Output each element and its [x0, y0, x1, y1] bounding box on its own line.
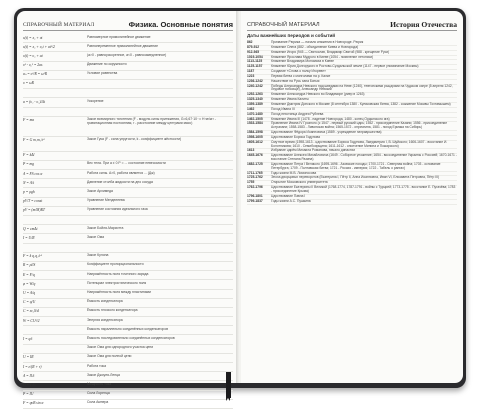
- history-date: 1125-1157: [247, 64, 263, 69]
- formula-description: Закон Бойля-Мариотта: [87, 225, 124, 230]
- history-event: Княжение Дмитрия Донского в Москве (8 сентября 1380 - Куликовская битва, 1382 - сожжение Москвы Тохтамышем): [271, 101, 451, 106]
- left-page-header: [23, 16, 233, 31]
- history-event: Царствование Екатерины II Великой (1768-1774, 1787-1791 - войны с Турцией; 1773-1775 - восстание Е. Пугачёва; 1783 - присоединение Крыма): [271, 185, 456, 193]
- history-event: Избрание царём Михаила Романова, начало династии: [271, 148, 356, 153]
- physics-row: [23, 225, 233, 234]
- history-event: Царствование Павла I: [271, 193, 306, 198]
- formula-description: Закон всемирного тяготения (F - модуль силы притяжения, G=6,67·10⁻¹¹ Н·м²/кг² - гравитационная постоянная, r - расстояние между центрами масс): [87, 117, 216, 126]
- formula: [23, 108, 87, 110]
- history-date: 1605-1612: [247, 139, 263, 144]
- formula: R = ρl/S: [23, 263, 36, 268]
- history-date: 1645-1676: [247, 153, 263, 158]
- right-page-header: [247, 16, 457, 31]
- physics-row: [23, 345, 233, 354]
- physics-row: [23, 244, 233, 253]
- history-event: Первая битва с монголами на р. Калке: [271, 73, 331, 78]
- left-page: [17, 11, 239, 406]
- history-date: 1252-1263: [247, 92, 263, 97]
- formula: [23, 345, 87, 347]
- formula-description: Потенциал электростатического поля: [87, 280, 147, 285]
- formula-description: Закон Гука (F - сила упругости, k - коэффициент жёсткости): [87, 137, 182, 142]
- formula-description: [87, 89, 233, 91]
- right-page: [241, 11, 463, 383]
- formula-description: Ускорение: [87, 98, 104, 103]
- formula-description: Сила Ампера: [87, 400, 109, 405]
- formula-description: Уравнение Менделеева: [87, 198, 125, 203]
- right-header-title: История Отечества: [390, 20, 457, 29]
- physics-row: [23, 271, 233, 280]
- physics-row: [23, 98, 233, 107]
- history-event: Призвание Рюрика — начало княжения в Новгороде. Рюрик: [271, 40, 364, 44]
- physics-row: [23, 52, 233, 61]
- history-date: 1240-1242: [247, 83, 263, 88]
- history-date: 1799-1837: [247, 198, 263, 203]
- formula: I = q/t: [23, 336, 33, 341]
- left-header-label: СПРАВОЧНЫЙ МАТЕРИАЛ: [23, 22, 95, 28]
- physics-row: [23, 216, 233, 225]
- history-date: 1470-1480: [247, 111, 263, 116]
- history-date: 1325-1340: [247, 97, 263, 102]
- formula-description: Ёмкость плоского конденсатора: [87, 308, 138, 313]
- formula: F = ma: [23, 118, 35, 123]
- formula-description: Напряжённость поля точечного заряда: [87, 271, 149, 276]
- formula-description: Закон Джоуля-Ленца: [87, 372, 120, 377]
- formula: C = εε₀S/d: [23, 309, 39, 314]
- history-date: 1613: [247, 148, 255, 153]
- physics-row: [23, 80, 233, 89]
- formula: x(t) = x₀ + υ₀t + at²/2: [23, 44, 55, 49]
- history-event: Княжение Ивана III (1478 - падение Новгорода, 1480 - конец Ордынского ига): [271, 116, 390, 121]
- history-event: Нашествие на Русь хана Батыя: [271, 78, 320, 83]
- physics-row: [23, 326, 233, 335]
- formula-description: Закон Ома: [87, 234, 105, 239]
- history-event: Княжение Игоря (945 — Святослав, Владимир Святой (988 - крещение Руси): [271, 49, 390, 54]
- physics-row: [23, 170, 233, 179]
- formula-description: [87, 244, 233, 246]
- physics-row: [23, 262, 233, 271]
- physics-row: [23, 137, 233, 152]
- physics-table: [23, 34, 233, 409]
- history-event: Победы Александра Невского над шведами на Неве (1240), тевтонскими рыцарями на Чудском озере (5 апреля 1242, Ледовое побоище), Александр Невский: [271, 83, 453, 92]
- formula-description: [87, 108, 233, 110]
- physics-row: [23, 400, 233, 409]
- physics-row: [23, 253, 233, 262]
- history-subtitle: Даты важнейших периодов и событий: [247, 33, 336, 38]
- history-date: 1762-1796: [247, 185, 263, 190]
- physics-row: [23, 34, 233, 43]
- formula: Q = I²Rt: [23, 382, 36, 387]
- formula: I = ε/(R + r): [23, 364, 42, 369]
- history-date: 1755: [247, 180, 255, 185]
- history-event: Годы жизни А.С. Пушкина: [271, 198, 311, 203]
- formula-description: [87, 152, 233, 154]
- formula: F = kΔl: [23, 153, 35, 158]
- notebook: [14, 8, 466, 406]
- physics-row: [23, 381, 233, 390]
- history-date: 1533-1584: [247, 121, 263, 126]
- history-date: 1711-1765: [247, 170, 263, 175]
- history-date: 1187: [247, 69, 255, 74]
- history-event: Поход пехотинца Андрея Рублева: [271, 111, 324, 116]
- history-event: Царствование Алексея Михайловича (1649 - Соборное уложение; 1654 - воссоединение Украины с Россией; 1670-1671 - восстание Степана Разина): [271, 153, 457, 162]
- formula-description: Движение по окружности: [87, 62, 127, 67]
- formula: [23, 216, 87, 218]
- history-event: Правление Ивана IV Грозного (с 1547 - первый русский царь; 1552 - присоединение Казани; 1556 - присоединение Астрахани; 1558-1583 - Ливонская война; 1565-1572 - опричнина, 1581 - поход Ермака на Сибирь): [271, 121, 448, 130]
- formula: P = mg: [23, 162, 35, 167]
- physics-row: [23, 179, 233, 188]
- formula-description: Напряжённость поля между пластинами: [87, 290, 151, 294]
- physics-row: [23, 354, 233, 363]
- formula: C = q/U: [23, 300, 36, 305]
- history-event: Эпоха дворцовых переворотов (Екатерина I, Пётр II, Анна Иоанновна, Иван VI, Елизавета Петровна, Пётр III): [271, 175, 440, 180]
- formula-description: Равномерное прямолинейное движение: [87, 34, 151, 39]
- physics-row: [23, 89, 233, 98]
- physics-row: [23, 152, 233, 161]
- formula-description: Закон Кулона: [87, 253, 109, 258]
- formula: υ² - υ₀² = 2as: [23, 63, 43, 68]
- formula-description: (a>0 - равноускоренное, a<0 - равнозамедленное): [87, 52, 167, 57]
- formula-description: Условие равенства: [87, 71, 118, 76]
- physics-row: [23, 391, 233, 400]
- left-header-title: Физика. Основные понятия: [128, 20, 233, 29]
- formula: A = FS cos α: [23, 171, 43, 176]
- history-event: Царствование Петра I Великого (1695-1696 - Азовские походы; 1700-1721 - Северная война; 1703 - основание Петербурга; 1709 - Полтавская битва; 1721 - Россия - империя; 1722 - Табель о рангах): [271, 161, 441, 170]
- formula-description: Работа тока: [87, 363, 106, 368]
- physics-row: [23, 71, 233, 80]
- formula: a = (υ₂ - υ₁)/Δt: [23, 99, 45, 104]
- formula-description: Уравнение состояния идеального газа: [87, 207, 148, 212]
- history-date: 879-912: [247, 44, 260, 49]
- physics-row: [23, 161, 233, 170]
- history-row: [247, 200, 457, 205]
- formula: pV/T = const: [23, 199, 43, 204]
- formula: Q = cmΔt: [23, 226, 38, 231]
- physics-row: [23, 207, 233, 216]
- history-event: Годы жизни М.В. Ломоносова: [271, 170, 317, 175]
- history-date: 862: [247, 40, 253, 44]
- history-event: Смутное время (1598-1613 - царствование Бориса Годунова, Лжедмитрия I, В. Шуйского; 1606-1607 - восстание И. Болотникова; 1610 - Семибоярщина; 1611-1612 - ополчение Минина и Пожарского): [271, 139, 448, 148]
- right-header-label: СПРАВОЧНЫЙ МАТЕРИАЛ: [247, 22, 320, 28]
- history-date: 1462-1505: [247, 116, 263, 121]
- formula: N = A/t: [23, 180, 35, 185]
- formula: υ(t) = υ₀ + at: [23, 53, 43, 58]
- history-date: 1796-1801: [247, 193, 263, 198]
- physics-row: [23, 308, 233, 317]
- formula-description: Энергия конденсатора: [87, 317, 123, 322]
- formula: A = IUt: [23, 373, 35, 378]
- physics-row: [23, 299, 233, 308]
- formula-description: Равнопеременное прямолинейное движение: [87, 43, 159, 48]
- history-date: 912-945: [247, 49, 260, 54]
- formula-description: Ёмкость конденсатора: [87, 299, 123, 304]
- formula: P = IU: [23, 392, 34, 397]
- physics-row: [23, 317, 233, 326]
- formula-description: Давление столба жидкости на дно сосуда: [87, 179, 153, 184]
- formula-description: Закон Архимеда: [87, 188, 113, 193]
- history-date: 1236-1242: [247, 78, 263, 83]
- history-event: Княжение Ярослава Мудрого в Киеве (1054 - появление летописи): [271, 54, 374, 59]
- formula: U = A/q: [23, 291, 36, 295]
- physics-row: [23, 188, 233, 197]
- formula: p = ρgh: [23, 189, 35, 194]
- formula: [23, 89, 87, 91]
- formula-description: Ёмкость последовательно соединённых конденсаторов: [87, 335, 175, 340]
- formula: F = G m₁m₂/r²: [23, 138, 45, 143]
- formula: [23, 244, 87, 246]
- physics-row: [23, 335, 233, 344]
- formula-description: [87, 216, 233, 218]
- history-event: Поход Ивана III: [271, 106, 295, 111]
- history-event: Княжение Александра Невского во Владимире (умер в 1263): [271, 92, 365, 97]
- history-event: Царствование Фёдора Иоанновича (1589 - учреждение патриаршества): [271, 130, 382, 135]
- formula: φ = W/q: [23, 281, 36, 286]
- history-date: 1584-1598: [247, 130, 263, 135]
- formula: υ = ωR: [23, 81, 34, 86]
- formula: x(t) = x₀ + υt: [23, 35, 43, 40]
- formula: [23, 326, 87, 328]
- physics-row: [23, 62, 233, 71]
- formula-description: [87, 80, 233, 82]
- physics-row: [23, 108, 233, 117]
- history-date: 1359-1389: [247, 101, 263, 106]
- formula: aₙ = υ²/R = ω²R: [23, 72, 48, 77]
- history-event: Княжение Олега (882 - объединение Киева и Новгорода): [271, 44, 359, 49]
- physics-row: [23, 290, 233, 299]
- formula: W = CU²/2: [23, 318, 40, 323]
- formula-description: Работа силы. A>0, работа является ... (Дж): [87, 170, 155, 175]
- formula: U = IR: [23, 355, 34, 360]
- formula-description: Сила Лоренца: [87, 391, 110, 396]
- physics-row: [23, 372, 233, 381]
- history-event: Княжение Ивана Калиты: [271, 97, 309, 102]
- formula: F = qυB sin α: [23, 401, 44, 406]
- physics-row: [23, 198, 233, 207]
- history-date: 1223: [247, 73, 255, 78]
- history-date: 1598-1605: [247, 134, 263, 139]
- history-date: 1113-1125: [247, 59, 263, 64]
- formula: F = k q₁q₂/r²: [23, 254, 42, 259]
- formula-description: Коэффициент пропорциональности: [87, 262, 144, 267]
- physics-row: [23, 280, 233, 289]
- history-event: Княжение Юрия Долгорукого в Ростово-Суздальской земле (1147 - первое упоминание Москвы): [271, 64, 419, 69]
- history-event: Создание «Слова о полку Игореве»: [271, 69, 326, 74]
- formula: E = F/q: [23, 272, 35, 277]
- bookmark-ribbon[interactable]: [226, 372, 231, 398]
- physics-row: [23, 363, 233, 372]
- history-date: 1019-1054: [247, 54, 263, 59]
- history-table: [247, 41, 457, 205]
- physics-row: [23, 43, 233, 52]
- formula-description: Ёмкость параллельно соединённых конденсаторов: [87, 326, 169, 331]
- formula: I = U/R: [23, 235, 35, 240]
- history-date: 1462: [247, 106, 255, 111]
- formula-description: Мощность тока: [87, 381, 112, 386]
- formula-description: Вес тела. При a ≠ 0 P = ... состояние невесомости: [87, 161, 166, 166]
- physics-row: [23, 234, 233, 243]
- history-event: Открытие Московского университета: [271, 180, 328, 185]
- history-date: 1682-1725: [247, 161, 263, 166]
- formula-description: Закон Ома для полной цепи: [87, 354, 132, 359]
- formula: pV = (m/M)RT: [23, 208, 45, 213]
- history-date: 1725-1762: [247, 175, 263, 180]
- formula-description: Закон Ома для однородного участка цепи: [87, 345, 154, 350]
- history-event: Царствование Бориса Годунова: [271, 134, 321, 139]
- history-event: Княжение Владимира Мономаха в Киеве: [271, 59, 334, 64]
- physics-row: [23, 117, 233, 137]
